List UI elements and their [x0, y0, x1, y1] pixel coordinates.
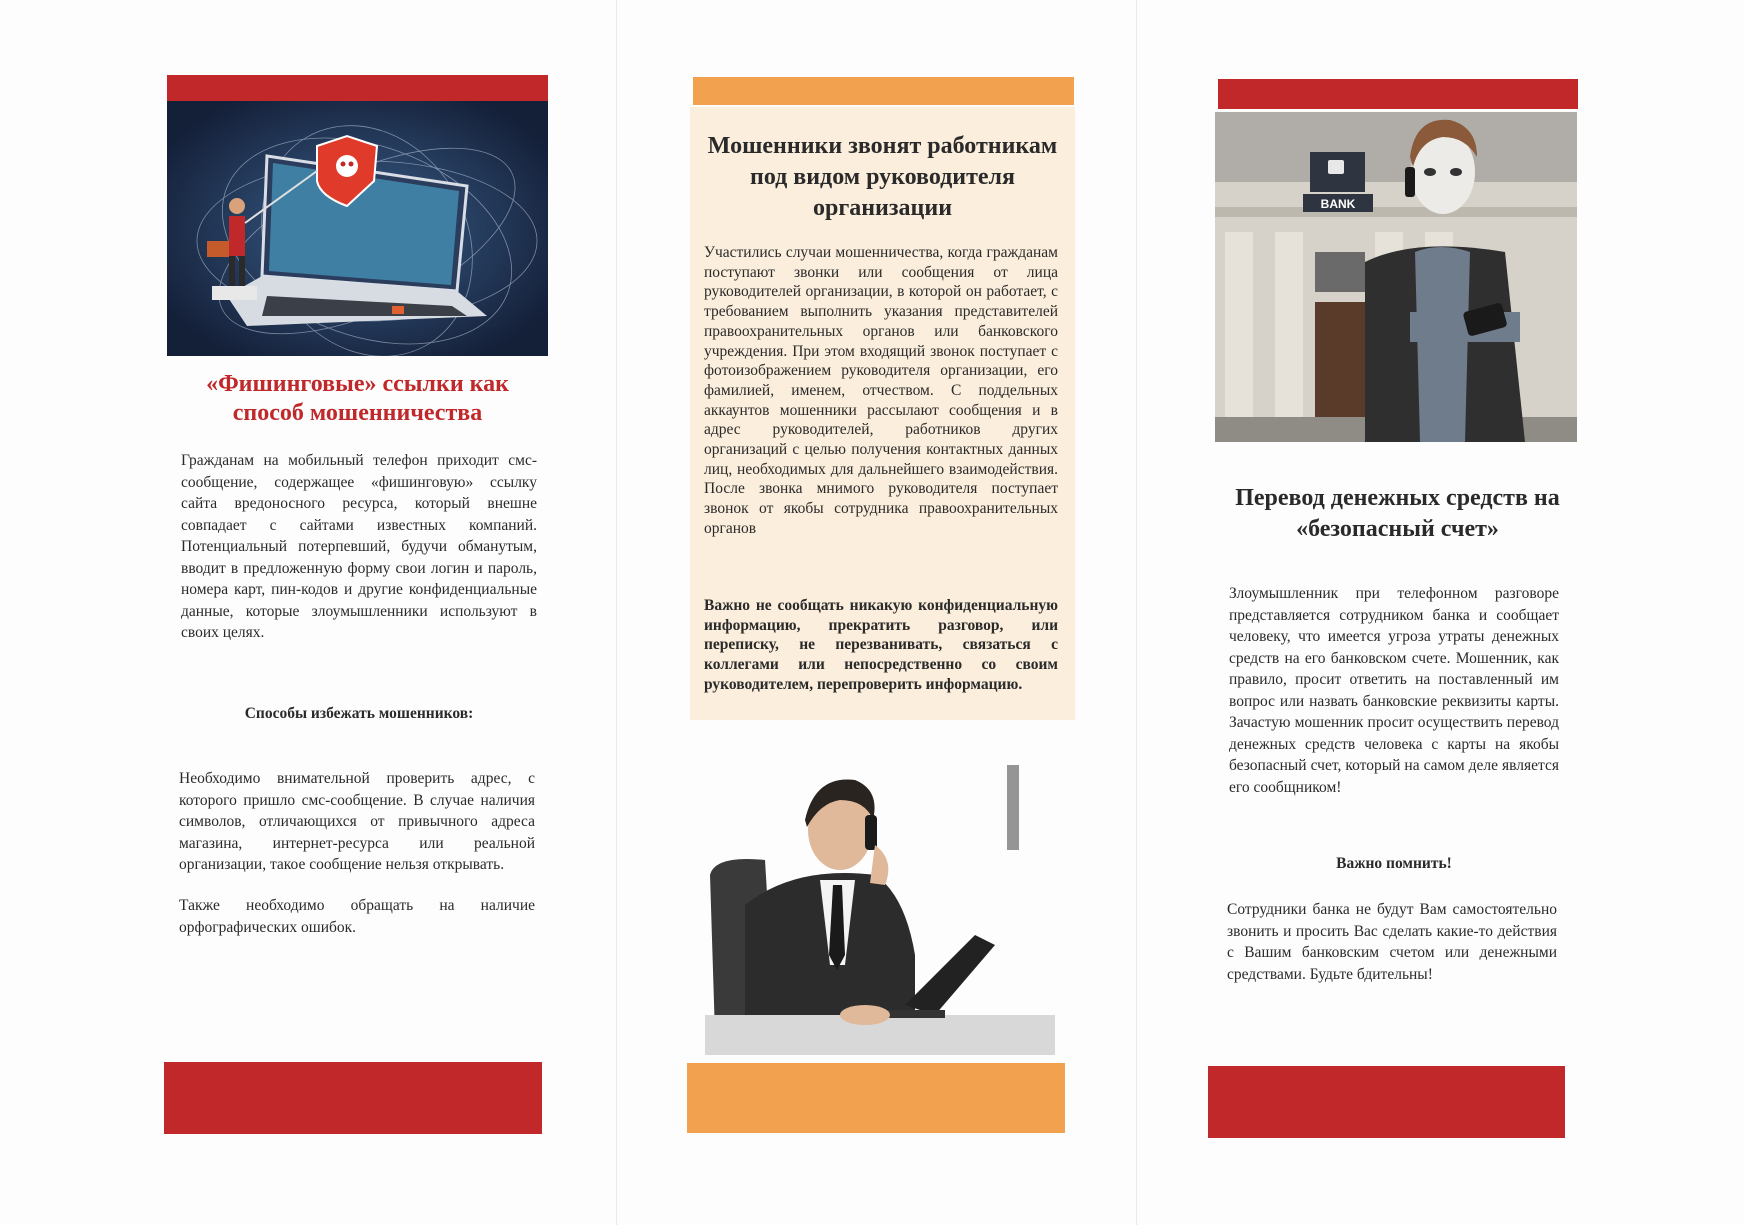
left-tips-text-2: Также необходимо обращать на наличие орфографических ошибок. [179, 897, 535, 936]
fold-line-right [1136, 0, 1137, 1225]
businessman-phone-laptop-icon [705, 765, 1055, 1055]
left-tips-text: Необходимо внимательной проверить адрес, с которого пришло смс-сообщение. В случае наличия символов, отличающихся от привычного адреса магазина, интернет-ресурса или реальной организации, такое сообщение нельзя открывать. [179, 770, 535, 873]
middle-bottom-bar [687, 1063, 1065, 1133]
right-body-text: Злоумышленник при телефонном разговоре представляется сотрудником банка и сообщает человеку, что имеется угроза утраты денежных средств на его банковском счете. Мошенник, как правило, просит ответить на поставленный им вопрос или назвать банковские реквизиты карты. Зачастую мошенник просит осуществить перевод денежных средств человека с карты на якобы безопасный счет, который на самом деле является его сообщником! [1229, 585, 1559, 796]
left-body-text: Гражданам на мобильный телефон приходит смс-сообщение, содержащее «фишинговую» ссылку сайта вредоносного ресурса, который внешне совпадает с сайтами известных компаний. Потенциальный потерпевший, будучи обманутым, вводит в предложенную форму свои логин и пароль, номера карт, пин-кодов и другие конфиденциальные данные, которые злоумышленники используют в своих целях. [181, 452, 537, 641]
businessman-illustration [705, 765, 1055, 1055]
phishing-illustration [167, 101, 548, 356]
right-bottom-bar [1208, 1066, 1565, 1138]
right-top-bar [1218, 79, 1578, 109]
middle-title: Мошенники звонят работникам под видом руководителя организации [707, 133, 1058, 221]
middle-body-text: Участились случаи мошенничества, когда гражданам поступают звонки или сообщения от лица руководителей организации, в которой он работает, с требованием выполнить указания представителей правоохранительных органов или банковского учреждения. При этом входящий звонок поступает с фотоизображением руководителя организации, его фамилией, именем, отчеством. С поддельных аккаунтов мошенники рассылают сообщения и в адрес руководителей, работников других организаций с целью получения контактных данных лиц, необходимых для дальнейшего взаимодействия. После звонка мнимого руководителя поступает звонок от якобы сотрудника правоохранительных органов [704, 244, 1058, 537]
fold-line-left [616, 0, 617, 1225]
middle-warning-text: Важно не сообщать никакую конфиденциальную информацию, прекратить разговор, или переписку, не перезванивать, связаться с коллегами или непосредственно со своим руководителем, перепроверить информацию. [704, 597, 1058, 693]
right-title: Перевод денежных средств на «безопасный счет» [1235, 485, 1560, 542]
middle-top-bar [693, 77, 1074, 105]
right-subheading: Важно помнить! [1336, 855, 1452, 872]
right-note-text: Сотрудники банка не будут Вам самостоятельно звонить и просить Вас сделать какие-то действия с Вашим банковским счетом или денежными средствами. Будьте бдительны! [1227, 901, 1557, 983]
bank-sign-text: BANK [1320, 197, 1356, 211]
phishing-shield-laptop-icon [167, 101, 548, 356]
left-bottom-bar [164, 1062, 542, 1134]
left-subheading: Способы избежать мошенников: [244, 705, 474, 722]
masked-man-bank-illustration [1215, 112, 1577, 442]
masked-man-bank-icon [1215, 112, 1577, 442]
left-title: «Фишинговые» ссылки как способ мошенничества [206, 371, 509, 426]
left-top-bar [167, 75, 548, 101]
